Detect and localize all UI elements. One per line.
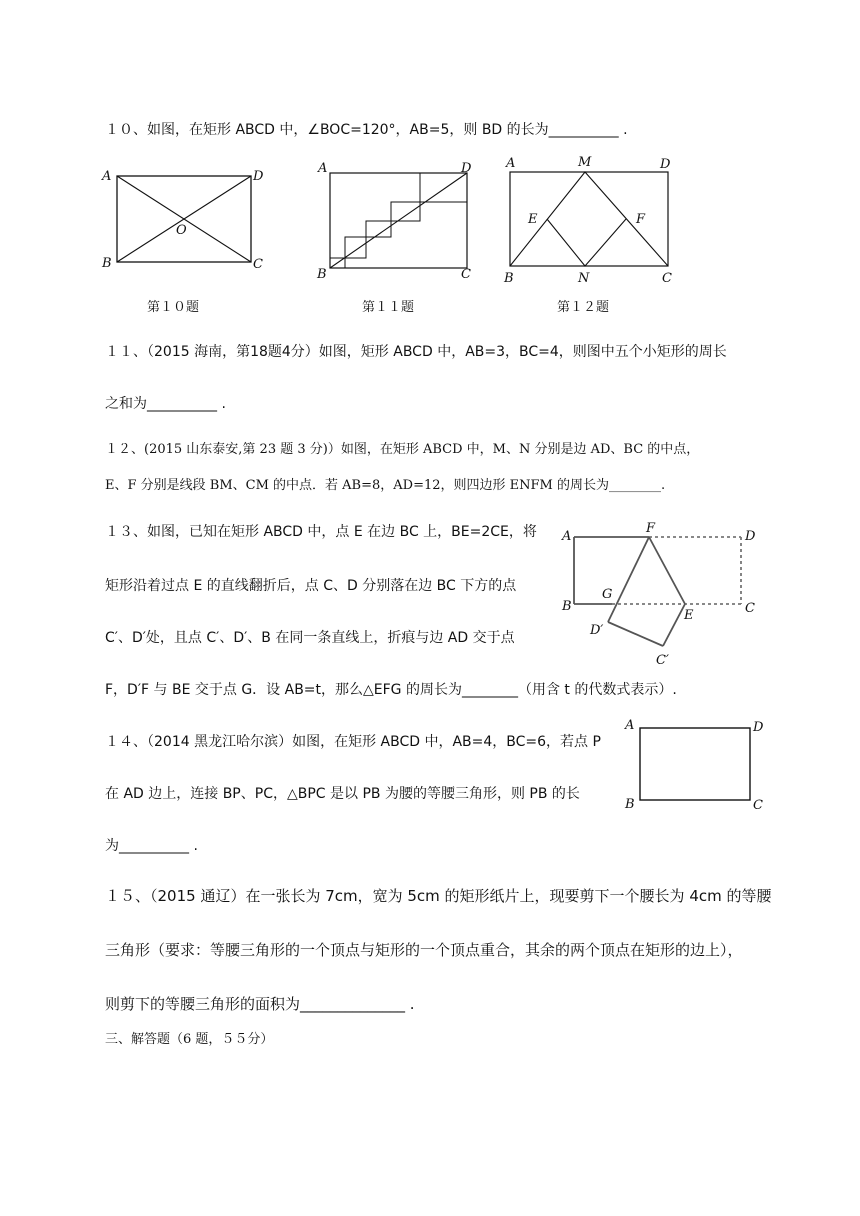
caption-q10: 第１０题 xyxy=(147,300,200,315)
fig13-label-d-prime: D′ xyxy=(590,623,604,638)
fig13-label-c-prime: C′ xyxy=(656,653,669,668)
section-3-heading: 三、解答题（6 题，５５分） xyxy=(105,1032,274,1047)
fig12-label-f: F xyxy=(636,212,646,227)
question-15-line-2: 三角形（要求：等腰三角形的一个顶点与矩形的一个顶点重合，其余的两个顶点在矩形的边上）， xyxy=(105,941,743,959)
fig12-label-d: D xyxy=(660,157,671,172)
fig14-label-d: D xyxy=(753,720,764,735)
fig11-label-b: B xyxy=(317,267,327,282)
question-15-line-3: 则剪下的等腰三角形的面积为______________ . xyxy=(105,995,415,1013)
fig13-label-g: G xyxy=(602,587,613,602)
fig13-label-b: B xyxy=(562,599,572,614)
figure-12 xyxy=(500,152,685,292)
figure-13 xyxy=(558,518,763,673)
fig10-label-a: A xyxy=(102,169,112,184)
fig10-label-o: O xyxy=(176,223,187,238)
figure-10 xyxy=(100,160,270,275)
fig11-label-a: A xyxy=(318,161,328,176)
fig12-label-e: E xyxy=(528,212,538,227)
caption-q12: 第１２题 xyxy=(557,300,610,315)
question-13-line-3: C′、D′处，且点 C′、D′、B 在同一条直线上，折痕与边 AD 交于点 xyxy=(105,630,515,646)
question-12-line-1: １２、(2015 山东泰安,第 23 题 3 分)）如图，在矩形 ABCD 中，M、N 分别是边 AD、BC 的中点， xyxy=(105,442,700,457)
fig13-label-e: E xyxy=(684,608,694,623)
question-12-line-2: E、F 分别是线段 BM、CM 的中点．若 AB=8，AD=12，则四边形 ENFM 的周长为________. xyxy=(105,478,666,493)
question-15-line-1: １５、（2015 通辽）在一张长为 7cm，宽为 5cm 的矩形纸片上，现要剪下一个腰长为 4cm 的等腰 xyxy=(105,887,772,905)
fig12-label-c: C xyxy=(662,271,672,286)
question-13-line-1: １３、如图，已知在矩形 ABCD 中，点 E 在边 BC 上，BE=2CE，将 xyxy=(105,524,537,540)
fig10-label-c: C xyxy=(253,257,263,272)
fig11-label-d: D xyxy=(461,161,472,176)
fig13-label-d: D xyxy=(745,529,756,544)
fig13-label-c: C xyxy=(745,601,755,616)
fig14-label-c: C xyxy=(753,798,763,813)
question-10: １０、如图，在矩形 ABCD 中，∠BOC=120°，AB=5，则 BD 的长为__________ . xyxy=(105,122,628,138)
fig10-label-d: D xyxy=(253,169,264,184)
caption-q11: 第１１题 xyxy=(362,300,415,315)
fig14-label-a: A xyxy=(625,718,635,733)
question-13-line-4: F，D′F 与 BE 交于点 G．设 AB=t，那么△EFG 的周长为________（用含 t 的代数式表示）. xyxy=(105,682,677,698)
fig14-label-b: B xyxy=(625,797,635,812)
figure-11 xyxy=(315,158,480,283)
fig11-label-c: C xyxy=(461,267,471,282)
question-13-line-2: 矩形沿着过点 E 的直线翻折后，点 C、D 分别落在边 BC 下方的点 xyxy=(105,578,517,594)
fig12-label-m: M xyxy=(578,155,592,170)
fig10-label-b: B xyxy=(102,256,112,271)
question-14-line-1: １４、（2014 黑龙江哈尔滨）如图，在矩形 ABCD 中，AB=4，BC=6，若点 P xyxy=(105,734,601,750)
question-14-line-3: 为__________ . xyxy=(105,838,198,854)
fig13-label-f: F xyxy=(646,521,656,536)
fig12-label-b: B xyxy=(504,271,514,286)
fig12-label-n: N xyxy=(578,271,590,286)
figure-14 xyxy=(620,715,770,815)
question-14-line-2: 在 AD 边上，连接 BP、PC，△BPC 是以 PB 为腰的等腰三角形，则 PB 的长 xyxy=(105,786,580,802)
question-11-line-1: １１、（2015 海南，第18题4分）如图，矩形 ABCD 中，AB=3，BC=4，则图中五个小矩形的周长 xyxy=(105,344,727,360)
fig13-label-a: A xyxy=(562,529,572,544)
fig12-label-a: A xyxy=(506,156,516,171)
question-11-line-2: 之和为__________ . xyxy=(105,396,226,412)
